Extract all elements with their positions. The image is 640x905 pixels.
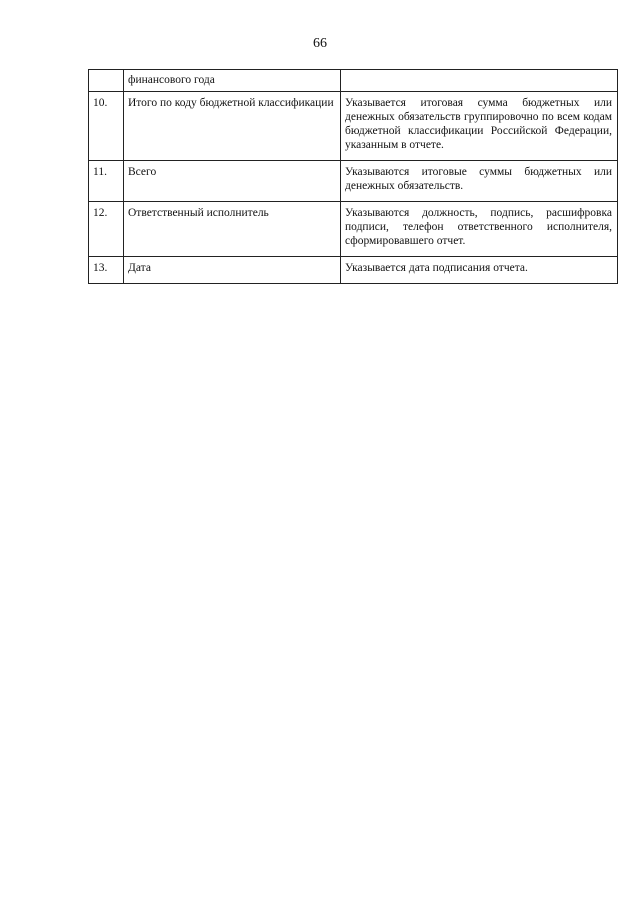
row-number: 13. — [89, 257, 124, 284]
field-description: Указывается дата подписания отчета. — [341, 257, 618, 284]
row-number: 10. — [89, 92, 124, 161]
table-row — [89, 161, 618, 202]
row-number — [89, 70, 124, 92]
description-table — [88, 69, 618, 284]
table-row — [89, 70, 618, 92]
page-number: 66 — [313, 36, 327, 51]
row-number: 12. — [89, 202, 124, 257]
table-row — [89, 257, 618, 284]
field-name: Ответственный исполнитель — [124, 202, 341, 257]
field-name: Дата — [124, 257, 341, 284]
field-description: Указываются должность, подпись, расшифровка подписи, телефон ответственного исполнителя, сформировавшего отчет. — [341, 202, 618, 257]
field-name: финансового года — [124, 70, 341, 92]
field-description: Указывается итоговая сумма бюджетных или денежных обязательств группировочно по всем кодам бюджетной классификации Российской Федерации, указанным в отчете. — [341, 92, 618, 161]
field-description: Указываются итоговые суммы бюджетных или денежных обязательств. — [341, 161, 618, 202]
row-number: 11. — [89, 161, 124, 202]
field-name: Итого по коду бюджетной классификации — [124, 92, 341, 161]
field-name: Всего — [124, 161, 341, 202]
field-description — [341, 70, 618, 92]
table-row — [89, 92, 618, 161]
table-row — [89, 202, 618, 257]
